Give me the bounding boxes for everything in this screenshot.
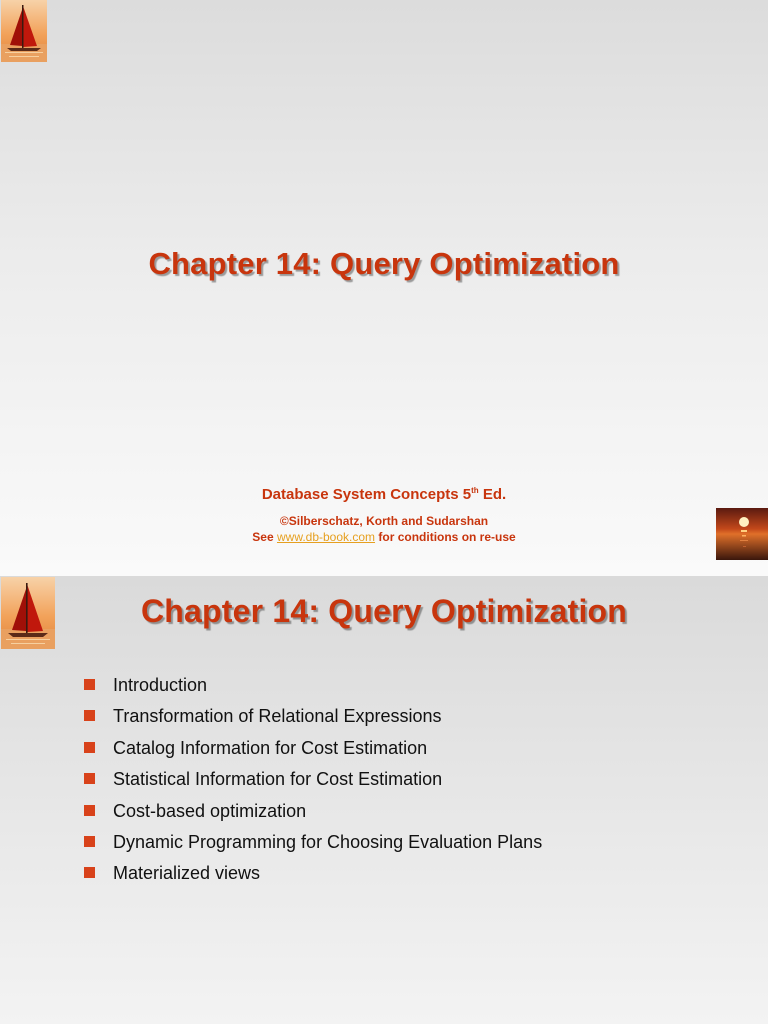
list-item (82, 701, 542, 732)
square-bullet-icon (84, 805, 95, 816)
slide-title: Chapter 14: Query Optimization (140, 593, 628, 629)
list-item (82, 796, 542, 827)
book-name: Database System Concepts 5 (261, 486, 472, 503)
reuse-notice (0, 530, 768, 544)
square-bullet-icon (84, 742, 95, 753)
slide-title: Chapter 14: Query Optimization (148, 246, 620, 281)
list-item (82, 764, 542, 795)
reuse-suffix: for conditions on re-use (375, 530, 516, 544)
topic-label: Dynamic Programming for Choosing Evaluation Plans (113, 831, 543, 852)
topic-label: Catalog Information for Cost Estimation (113, 737, 428, 758)
sailboat-image (1, 0, 47, 62)
square-bullet-icon (84, 710, 95, 721)
list-item (82, 670, 542, 701)
reuse-prefix: See (252, 530, 277, 544)
list-item (82, 827, 542, 858)
topic-label: Statistical Information for Cost Estimation (113, 769, 443, 790)
topic-list (82, 670, 542, 890)
topic-label: Introduction (113, 675, 208, 695)
edition-superscript: th (471, 486, 479, 495)
edition-suffix: Ed. (478, 486, 507, 503)
square-bullet-icon (84, 679, 95, 690)
outline-slide (0, 576, 768, 1024)
topic-label: Cost-based optimization (113, 800, 307, 821)
topic-label: Transformation of Relational Expressions (113, 706, 442, 727)
db-book-link[interactable]: www.db-book.com (276, 530, 376, 544)
book-title (0, 486, 768, 503)
list-item (82, 733, 542, 764)
topic-label: Materialized views (113, 863, 261, 884)
copyright-line: ©Silberschatz, Korth and Sudarshan (279, 514, 489, 528)
square-bullet-icon (84, 867, 95, 878)
list-item (82, 858, 542, 889)
sunset-image (716, 508, 768, 560)
square-bullet-icon (84, 773, 95, 784)
square-bullet-icon (84, 836, 95, 847)
